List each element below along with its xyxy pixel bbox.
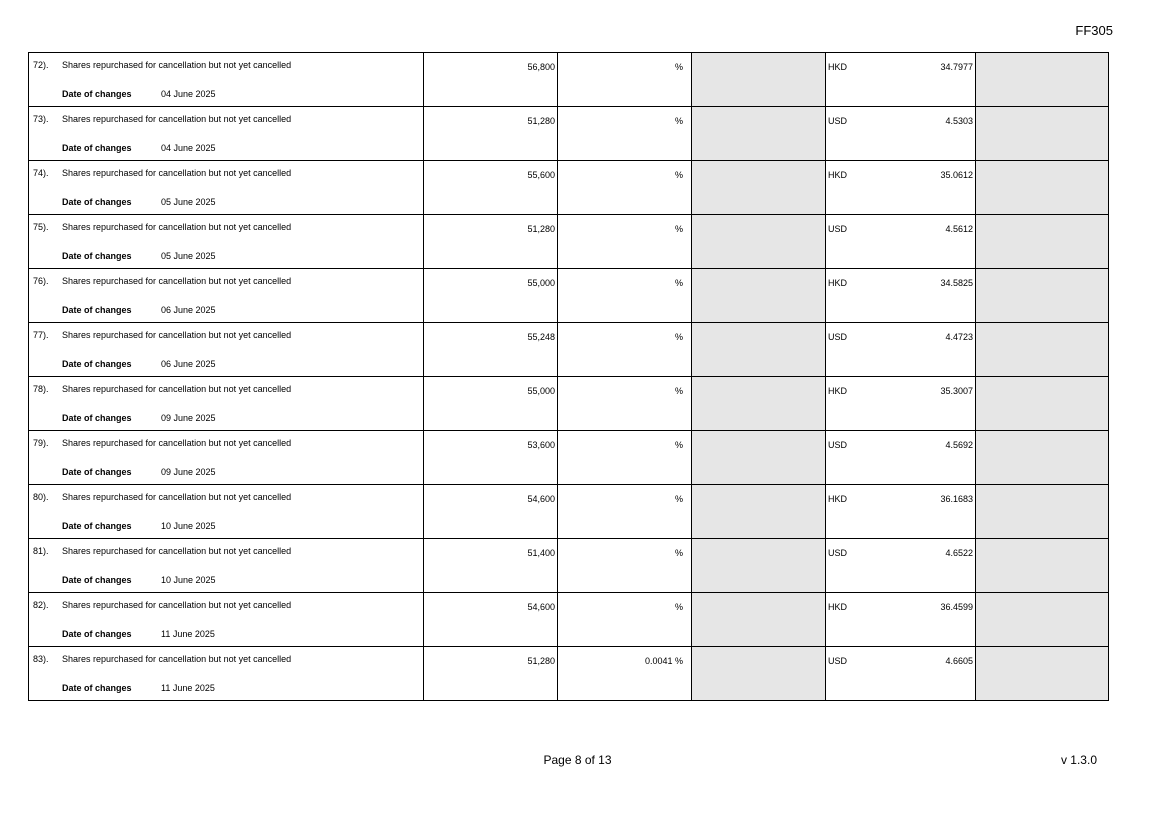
- percent-cell: [558, 431, 692, 485]
- date-of-changes-label: Date of changes: [62, 629, 132, 639]
- date-of-changes-value: 05 June 2025: [161, 251, 216, 261]
- date-of-changes-label: Date of changes: [62, 305, 132, 315]
- shaded-cell: [692, 485, 826, 539]
- shares-value: 51,280: [527, 656, 555, 666]
- shaded-cell: [976, 269, 1109, 323]
- price-value: 36.1683: [940, 494, 973, 504]
- row-description: Shares repurchased for cancellation but not yet cancelled: [62, 492, 292, 502]
- shares-cell: [424, 593, 558, 647]
- shares-cell: [424, 215, 558, 269]
- date-of-changes-value: 11 June 2025: [161, 683, 215, 693]
- date-of-changes-value: 11 June 2025: [161, 629, 215, 639]
- row-number: 81).: [33, 546, 49, 556]
- table-row: [29, 593, 1109, 647]
- price-value: 4.4723: [945, 332, 973, 342]
- shaded-cell: [692, 215, 826, 269]
- row-description: Shares repurchased for cancellation but not yet cancelled: [62, 546, 292, 556]
- shaded-cell: [976, 377, 1109, 431]
- date-of-changes-value: 10 June 2025: [161, 575, 216, 585]
- shares-value: 54,600: [527, 602, 555, 612]
- date-of-changes-value: 06 June 2025: [161, 359, 216, 369]
- table-row: [29, 539, 1109, 593]
- price-value: 34.5825: [940, 278, 973, 288]
- percent-value: 0.0041 %: [644, 656, 683, 666]
- percent-value: %: [674, 332, 683, 342]
- percent-value: %: [674, 440, 683, 450]
- currency-code: USD: [828, 548, 848, 558]
- table-row: [29, 269, 1109, 323]
- shaded-cell: [692, 323, 826, 377]
- price-cell: [826, 323, 976, 377]
- page-number: Page 8 of 13: [543, 753, 612, 767]
- description-cell: [29, 161, 424, 215]
- date-of-changes-value: 06 June 2025: [161, 305, 216, 315]
- description-cell: [29, 377, 424, 431]
- shares-value: 55,000: [527, 278, 555, 288]
- currency-code: HKD: [828, 386, 848, 396]
- shaded-cell: [976, 539, 1109, 593]
- description-cell: [29, 647, 424, 701]
- percent-cell: [558, 215, 692, 269]
- table-row: [29, 323, 1109, 377]
- price-cell: [826, 593, 976, 647]
- shaded-cell: [692, 377, 826, 431]
- shaded-cell: [976, 647, 1109, 701]
- percent-cell: [558, 107, 692, 161]
- percent-cell: [558, 593, 692, 647]
- percent-value: %: [674, 386, 683, 396]
- currency-code: HKD: [828, 278, 848, 288]
- row-number: 75).: [33, 222, 49, 232]
- price-cell: [826, 107, 976, 161]
- date-of-changes-value: 05 June 2025: [161, 197, 216, 207]
- shaded-cell: [692, 539, 826, 593]
- percent-cell: [558, 323, 692, 377]
- percent-value: %: [674, 278, 683, 288]
- date-of-changes-label: Date of changes: [62, 197, 132, 207]
- row-number: 82).: [33, 600, 49, 610]
- percent-value: %: [674, 116, 683, 126]
- table-row: [29, 161, 1109, 215]
- shares-value: 55,248: [527, 332, 555, 342]
- repurchase-table: [28, 52, 1109, 701]
- percent-value: %: [674, 224, 683, 234]
- shares-cell: [424, 323, 558, 377]
- currency-code: USD: [828, 440, 848, 450]
- price-value: 35.3007: [940, 386, 973, 396]
- shaded-cell: [976, 485, 1109, 539]
- price-value: 4.5303: [945, 116, 973, 126]
- row-number: 73).: [33, 114, 49, 124]
- table-row: [29, 107, 1109, 161]
- price-value: 4.6522: [945, 548, 973, 558]
- price-cell: [826, 539, 976, 593]
- description-cell: [29, 539, 424, 593]
- table-row: [29, 647, 1109, 701]
- date-of-changes-label: Date of changes: [62, 521, 132, 531]
- shares-cell: [424, 647, 558, 701]
- percent-value: %: [674, 494, 683, 504]
- row-number: 74).: [33, 168, 49, 178]
- date-of-changes-value: 04 June 2025: [161, 89, 216, 99]
- row-description: Shares repurchased for cancellation but not yet cancelled: [62, 438, 292, 448]
- date-of-changes-label: Date of changes: [62, 251, 132, 261]
- shaded-cell: [976, 215, 1109, 269]
- shaded-cell: [692, 161, 826, 215]
- shaded-cell: [692, 647, 826, 701]
- currency-code: HKD: [828, 170, 848, 180]
- date-of-changes-label: Date of changes: [62, 143, 132, 153]
- price-cell: [826, 215, 976, 269]
- version-label: v 1.3.0: [1060, 753, 1097, 767]
- percent-cell: [558, 161, 692, 215]
- price-value: 4.6605: [945, 656, 973, 666]
- table-row: [29, 485, 1109, 539]
- date-of-changes-value: 10 June 2025: [161, 521, 216, 531]
- price-cell: [826, 485, 976, 539]
- price-cell: [826, 269, 976, 323]
- date-of-changes-label: Date of changes: [62, 413, 132, 423]
- shaded-cell: [976, 593, 1109, 647]
- row-number: 77).: [33, 330, 49, 340]
- price-cell: [826, 53, 976, 107]
- shares-value: 51,280: [527, 116, 555, 126]
- shares-cell: [424, 377, 558, 431]
- table-row: [29, 377, 1109, 431]
- description-cell: [29, 323, 424, 377]
- currency-code: HKD: [828, 62, 848, 72]
- date-of-changes-value: 04 June 2025: [161, 143, 216, 153]
- shaded-cell: [692, 107, 826, 161]
- price-cell: [826, 161, 976, 215]
- shaded-cell: [976, 323, 1109, 377]
- shaded-cell: [976, 161, 1109, 215]
- row-description: Shares repurchased for cancellation but not yet cancelled: [62, 60, 292, 70]
- description-cell: [29, 53, 424, 107]
- date-of-changes-label: Date of changes: [62, 89, 132, 99]
- description-cell: [29, 485, 424, 539]
- date-of-changes-value: 09 June 2025: [161, 413, 216, 423]
- shares-value: 53,600: [527, 440, 555, 450]
- price-value: 4.5612: [945, 224, 973, 234]
- date-of-changes-label: Date of changes: [62, 359, 132, 369]
- percent-value: %: [674, 548, 683, 558]
- shares-cell: [424, 485, 558, 539]
- description-cell: [29, 107, 424, 161]
- shaded-cell: [976, 53, 1109, 107]
- shares-cell: [424, 53, 558, 107]
- currency-code: USD: [828, 116, 848, 126]
- shares-cell: [424, 107, 558, 161]
- row-description: Shares repurchased for cancellation but not yet cancelled: [62, 276, 292, 286]
- shares-cell: [424, 269, 558, 323]
- row-number: 76).: [33, 276, 49, 286]
- percent-cell: [558, 269, 692, 323]
- repurchase-table-body: [29, 53, 1109, 701]
- shares-value: 51,280: [527, 224, 555, 234]
- price-value: 35.0612: [940, 170, 973, 180]
- shares-value: 54,600: [527, 494, 555, 504]
- shares-value: 55,000: [527, 386, 555, 396]
- price-cell: [826, 431, 976, 485]
- currency-code: USD: [828, 656, 848, 666]
- row-description: Shares repurchased for cancellation but not yet cancelled: [62, 600, 292, 610]
- date-of-changes-value: 09 June 2025: [161, 467, 216, 477]
- shares-cell: [424, 539, 558, 593]
- date-of-changes-label: Date of changes: [62, 575, 132, 585]
- shaded-cell: [692, 53, 826, 107]
- row-number: 72).: [33, 60, 49, 70]
- shares-cell: [424, 431, 558, 485]
- percent-cell: [558, 647, 692, 701]
- price-value: 36.4599: [940, 602, 973, 612]
- percent-cell: [558, 53, 692, 107]
- shaded-cell: [692, 431, 826, 485]
- shares-value: 56,800: [527, 62, 555, 72]
- row-number: 79).: [33, 438, 49, 448]
- shaded-cell: [976, 431, 1109, 485]
- row-description: Shares repurchased for cancellation but not yet cancelled: [62, 654, 292, 664]
- percent-cell: [558, 539, 692, 593]
- percent-value: %: [674, 602, 683, 612]
- shaded-cell: [692, 593, 826, 647]
- price-cell: [826, 377, 976, 431]
- currency-code: USD: [828, 332, 848, 342]
- description-cell: [29, 215, 424, 269]
- shares-value: 55,600: [527, 170, 555, 180]
- shaded-cell: [692, 269, 826, 323]
- row-description: Shares repurchased for cancellation but not yet cancelled: [62, 168, 292, 178]
- row-description: Shares repurchased for cancellation but not yet cancelled: [62, 330, 292, 340]
- form-code: FF305: [1075, 23, 1113, 38]
- price-cell: [826, 647, 976, 701]
- row-number: 80).: [33, 492, 49, 502]
- shares-cell: [424, 161, 558, 215]
- table-row: [29, 431, 1109, 485]
- description-cell: [29, 431, 424, 485]
- table-row: [29, 53, 1109, 107]
- date-of-changes-label: Date of changes: [62, 683, 132, 693]
- row-number: 83).: [33, 654, 49, 664]
- shares-value: 51,400: [527, 548, 555, 558]
- table-row: [29, 215, 1109, 269]
- percent-value: %: [674, 62, 683, 72]
- row-description: Shares repurchased for cancellation but not yet cancelled: [62, 114, 292, 124]
- row-number: 78).: [33, 384, 49, 394]
- description-cell: [29, 593, 424, 647]
- percent-value: %: [674, 170, 683, 180]
- percent-cell: [558, 485, 692, 539]
- row-description: Shares repurchased for cancellation but not yet cancelled: [62, 384, 292, 394]
- price-value: 4.5692: [945, 440, 973, 450]
- currency-code: HKD: [828, 602, 848, 612]
- date-of-changes-label: Date of changes: [62, 467, 132, 477]
- percent-cell: [558, 377, 692, 431]
- description-cell: [29, 269, 424, 323]
- price-value: 34.7977: [940, 62, 973, 72]
- row-description: Shares repurchased for cancellation but not yet cancelled: [62, 222, 292, 232]
- shaded-cell: [976, 107, 1109, 161]
- currency-code: USD: [828, 224, 848, 234]
- currency-code: HKD: [828, 494, 848, 504]
